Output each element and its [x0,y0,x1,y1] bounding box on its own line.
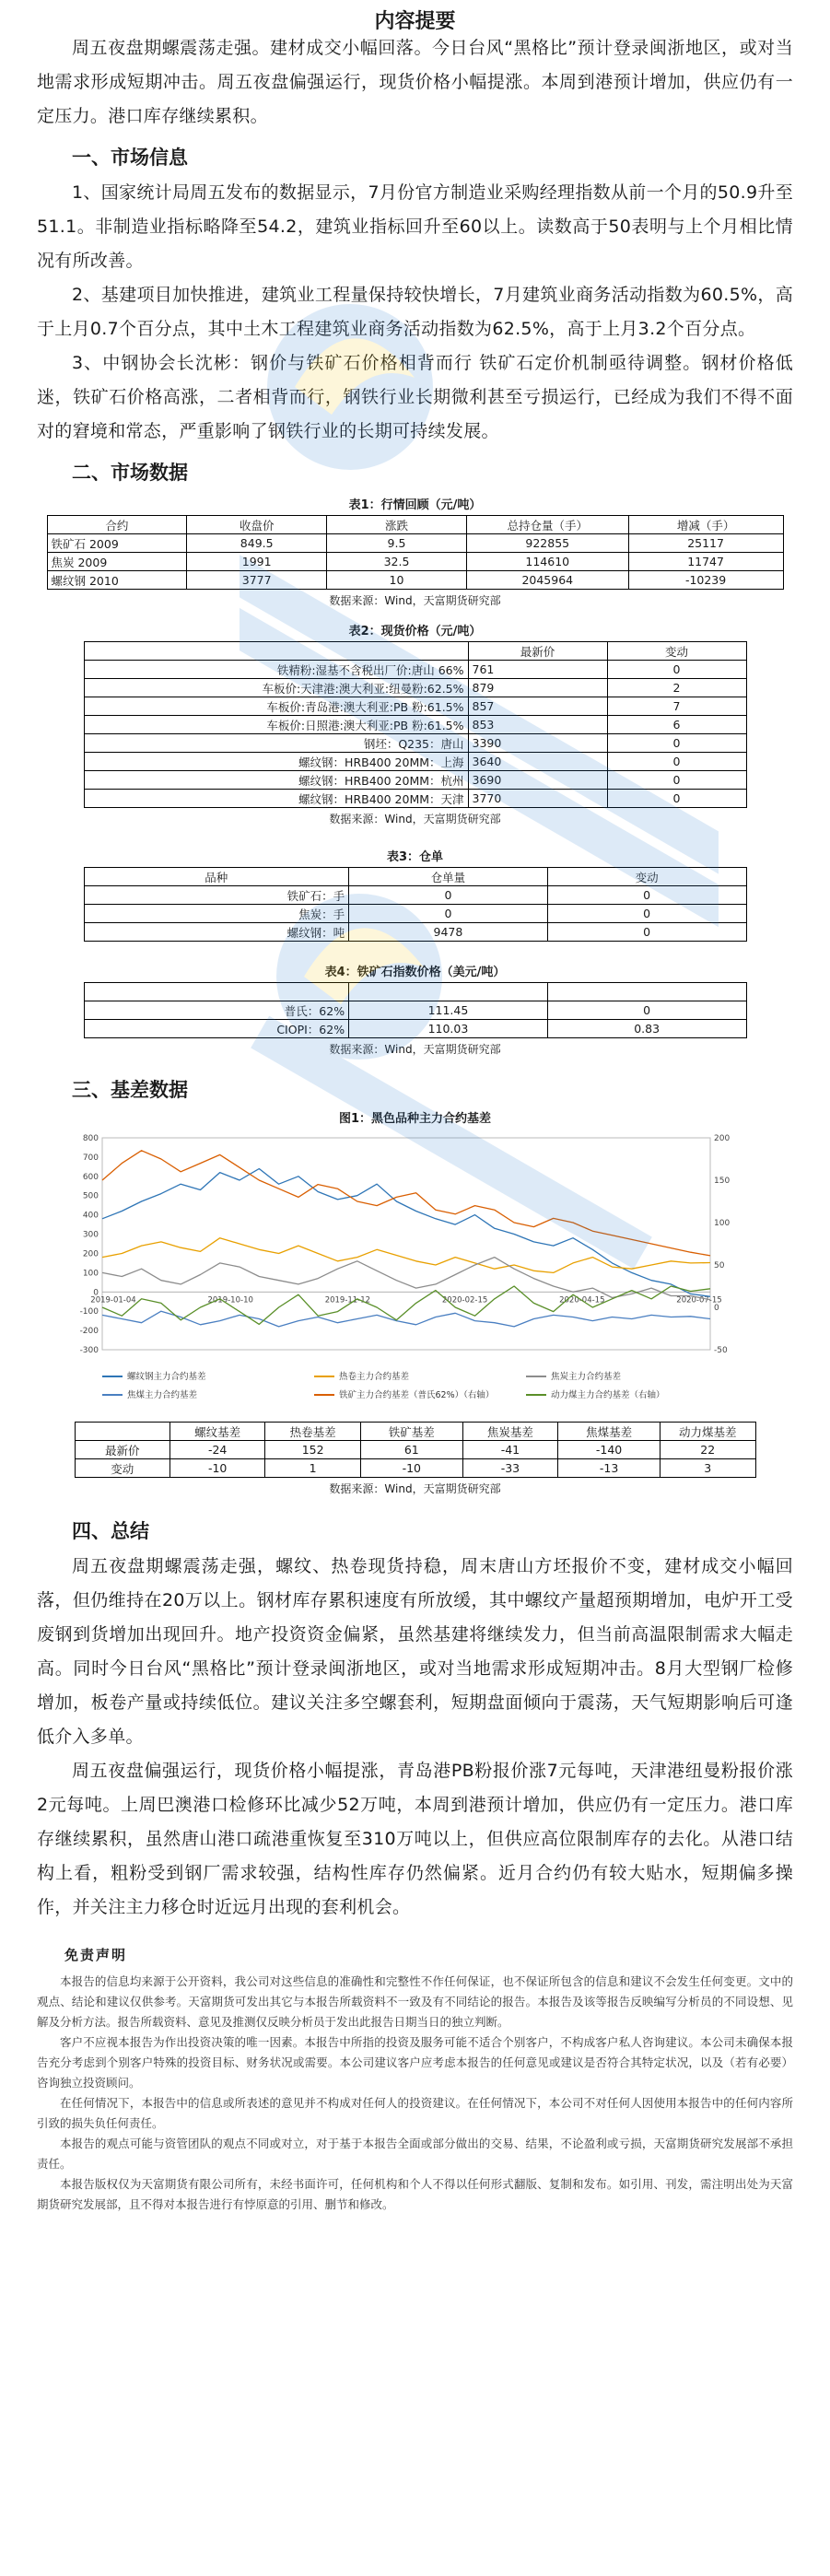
table2-header: 最新价 [468,642,607,661]
y-right-tick-label: 0 [713,1304,719,1313]
table-cell: -140 [558,1441,660,1459]
table-cell: 0 [547,923,746,942]
table1-header: 涨跌 [327,516,467,534]
basis-chart-svg [65,1129,766,1414]
table4-header [547,983,746,1001]
market-info-paragraph-1: 1、国家统计局周五发布的数据显示，7月份官方制造业采购经理指数从前一个月的50.9升至51.1。非制造业指标略降至54.2，建筑业指标回升至60以上。读数高于50表明与上个月相比情况有所改善。 [37,182,793,271]
table-row [84,716,746,734]
table-cell: 879 [468,679,607,697]
table-cell: 7 [607,697,746,716]
y-left-tick-label: 800 [82,1134,99,1143]
table-cell: 车板价:天津港:澳大利亚:纽曼粉:62.5% [84,679,468,697]
table2-caption: 表2：现货价格（元/吨） [348,625,482,638]
basis-header: 热卷基差 [265,1423,360,1441]
table1-header: 收盘价 [187,516,327,534]
y-right-tick-label: 200 [713,1134,730,1143]
table-cell: 114610 [466,553,628,571]
basis-source: 数据来源：Wind，天富期货研究部 [329,1482,501,1495]
table-cell: 铁矿石 2009 [47,534,187,553]
table-cell: -41 [462,1441,557,1459]
series-line [102,1311,710,1327]
table-cell: -33 [462,1459,557,1478]
table-cell: 螺纹钢：吨 [84,923,349,942]
table-cell: 3690 [468,771,607,790]
table-cell: 0 [607,753,746,771]
table4-caption: 表4：铁矿石指数价格（美元/吨） [324,966,506,979]
table-cell: 0.83 [547,1020,746,1038]
disclaimer-paragraph-5: 本报告版权仅为天富期货有限公司所有，未经书面许可，任何机构和个人不得以任何形式翻版、复制和发布。如引用、刊发，需注明出处为天富期货研究发展部，且不得对本报告进行有悖原意的引用、删节和修改。 [37,2177,793,2211]
y-left-tick-label: 200 [82,1249,99,1259]
table-cell: -24 [170,1441,264,1459]
basis-header: 焦炭基差 [462,1423,557,1441]
table-cell: CIOPI：62% [84,1020,349,1038]
table-cell: 0 [607,790,746,808]
section-heading-basis-data: 三、基差数据 [72,1079,188,1101]
table-row [84,771,746,790]
table-row [84,1001,746,1020]
table-cell: 0 [547,1001,746,1020]
table-row [47,571,783,590]
x-tick-label: 2019-01-04 [89,1295,136,1306]
y-left-tick-label: 400 [82,1211,99,1221]
market-info-paragraph-2: 2、基建项目加快推进，建筑业工程量保持较快增长，7月建筑业商务活动指数为60.5%，高于上月0.7个百分点，其中土木工程建筑业商务活动指数为62.5%，高于上月3.2个百分点。 [37,285,793,339]
table-cell: 2 [607,679,746,697]
quote-review-table [47,515,784,590]
table-cell: 922855 [466,534,628,553]
legend-label: 焦煤主力合约基差 [126,1390,197,1400]
table-cell: 152 [265,1441,360,1459]
summary-paragraph-2: 周五夜盘偏强运行，现货价格小幅提涨，青岛港PB粉报价涨7元每吨，天津港纽曼粉报价涨2元每吨。上周巴澳港口检修环比减少52万吨，本周到港预计增加，供应仍有一定压力。港口库存继续累积，虽然唐山港口疏港重恢复至310万吨以上，但供应高位限制库存的去化。从港口结构上看，粗粉受到钢厂需求较强，结构性库存仍然偏紧。近月合约仍有较大贴水，短期偏多操作，并关注主力移仓时近远月出现的套利机会。 [37,1761,793,1917]
market-info-paragraph-3: 3、中钢协会长沈彬：钢价与铁矿石价格相背而行 铁矿石定价机制亟待调整。钢材价格低迷，铁矿石价格高涨，二者相背而行，钢铁行业长期微利甚至亏损运行，已经成为我们不得不面对的窘境和常态，严重影响了钢铁行业的长期可持续发展。 [37,353,793,441]
table-cell: 0 [349,886,548,905]
table1-source: 数据来源：Wind，天富期货研究部 [329,594,501,607]
table-cell: 761 [468,661,607,679]
y-left-tick-label: 700 [82,1153,99,1163]
basis-header: 螺纹基差 [170,1423,264,1441]
table-row [84,661,746,679]
series-line [102,1151,710,1256]
table-cell: 0 [349,905,548,923]
table-cell: 0 [607,661,746,679]
disclaimer-paragraph-2: 客户不应视本报告为作出投资决策的唯一因素。本报告中所指的投资及服务可能不适合个别客户，不构成客户私人咨询建议。本公司未确保本报告充分考虑到个别客户特殊的投资目标、财务状况或需要。本公司建议客户应考虑本报告的任何意见或建议是否符合其特定状况，以及（若有必要）咨询独立投资顾问。 [37,2035,793,2090]
table-cell: 3 [660,1459,756,1478]
table2-header [84,642,468,661]
table-row [84,753,746,771]
legend-label: 螺纹钢主力合约基差 [126,1372,206,1382]
table-cell: 0 [547,905,746,923]
table-cell: 铁矿石：手 [84,886,349,905]
table-cell: 857 [468,697,607,716]
basis-header: 铁矿基差 [360,1423,462,1441]
table4-source: 数据来源：Wind，天富期货研究部 [329,1043,501,1056]
table-cell: 110.03 [349,1020,548,1038]
table-row [84,1020,746,1038]
table-cell: 2045964 [466,571,628,590]
table-cell: 螺纹钢：HRB400 20MM：天津 [84,790,468,808]
table-cell: 6 [607,716,746,734]
disclaimer-title: 免责声明 [64,1947,128,1963]
table-cell: 1 [265,1459,360,1478]
series-line [102,1258,710,1300]
y-left-tick-label: 500 [82,1191,99,1201]
table2-source: 数据来源：Wind，天富期货研究部 [329,813,501,825]
table-cell: 铁精粉:湿基不含税出厂价:唐山 66% [84,661,468,679]
table-cell: 3770 [468,790,607,808]
section-heading-summary: 四、总结 [72,1520,149,1542]
table3-header: 变动 [547,868,746,886]
table3-header: 仓单量 [349,868,548,886]
y-left-tick-label: 0 [92,1288,99,1298]
y-right-tick-label: 150 [713,1177,730,1186]
table-cell: 钢坯：Q235：唐山 [84,734,468,753]
y-left-tick-label: -300 [79,1346,99,1355]
table-cell: 最新价 [75,1441,170,1459]
table-cell: 螺纹钢：HRB400 20MM：杭州 [84,771,468,790]
table-cell: 焦炭：手 [84,905,349,923]
table1-caption: 表1：行情回顾（元/吨） [348,498,482,512]
y-right-tick-label: -50 [713,1346,728,1355]
table-row [84,734,746,753]
y-right-tick-label: 100 [713,1219,730,1228]
table-cell: 61 [360,1441,462,1459]
table-cell: 变动 [75,1459,170,1478]
section-heading-market-data: 二、市场数据 [72,462,188,484]
document-title: 内容提要 [374,10,456,33]
basis-header: 动力煤基差 [660,1423,756,1441]
table-cell: 普氏：62% [84,1001,349,1020]
table-cell: 车板价:日照港:澳大利亚:PB 粉:61.5% [84,716,468,734]
x-tick-label: 2019-10-10 [206,1295,253,1306]
table-cell: 9.5 [327,534,467,553]
x-tick-label: 2020-07-15 [675,1295,722,1306]
legend-label: 铁矿主力合约基差（普氏62%）（右轴） [338,1390,494,1400]
y-left-tick-label: 600 [82,1172,99,1182]
table-cell: 0 [607,734,746,753]
series-line [102,1238,710,1273]
table-cell: 10 [327,571,467,590]
legend-label: 动力煤主力合约基差（右轴） [550,1390,665,1400]
x-tick-label: 2020-02-15 [441,1295,487,1306]
legend-label: 焦炭主力合约基差 [550,1372,621,1382]
table1-header: 总持仓量（手） [466,516,628,534]
basis-header: 焦煤基差 [558,1423,660,1441]
table-cell: 1991 [187,553,327,571]
table-row [84,697,746,716]
iron-ore-index-table [84,982,747,1038]
table-cell: 螺纹钢：HRB400 20MM：上海 [84,753,468,771]
table-cell: 0 [547,886,746,905]
y-left-tick-label: 300 [82,1230,99,1240]
table-cell: 车板价:青岛港:澳大利亚:PB 粉:61.5% [84,697,468,716]
table-cell: 22 [660,1441,756,1459]
table-cell: -10 [170,1459,264,1478]
table2-header: 变动 [607,642,746,661]
table4-header [84,983,349,1001]
table3-header: 品种 [84,868,349,886]
disclaimer-paragraph-3: 在任何情况下，本报告中的信息或所表述的意见并不构成对任何人的投资建议。在任何情况下，本公司不对任何人因使用本报告中的任何内容所引致的损失负任何责任。 [37,2096,793,2130]
warehouse-receipt-table [84,867,747,942]
table-cell: 11747 [628,553,783,571]
table-cell: -10 [360,1459,462,1478]
table-row [84,923,746,942]
x-tick-label: 2019-11-12 [324,1295,370,1306]
table-cell: 32.5 [327,553,467,571]
legend-label: 热卷主力合约基差 [338,1372,409,1382]
table1-header: 增减（手） [628,516,783,534]
table-cell: -10239 [628,571,783,590]
y-left-tick-label: -200 [79,1327,99,1337]
basis-header [75,1423,170,1441]
basis-chart [65,1129,766,1418]
table-row [84,679,746,697]
table-row [75,1441,755,1459]
table-row [47,534,783,553]
table-cell: -13 [558,1459,660,1478]
table-row [84,905,746,923]
table-row [84,886,746,905]
figure1-caption: 图1：黑色品种主力合约基差 [338,1112,492,1126]
disclaimer-paragraph-4: 本报告的观点可能与资管团队的观点不同或对立，对于基于本报告全面或部分做出的交易、结果，不论盈利或亏损，天富期货研究发展部不承担责任。 [37,2137,793,2171]
table-row [84,790,746,808]
table-cell: 849.5 [187,534,327,553]
summary-paragraph: 周五夜盘期螺震荡走强。建材成交小幅回落。今日台风“黑格比”预计登录闽浙地区，或对当地需求形成短期冲击。周五夜盘偏强运行，现货价格小幅提涨。本周到港预计增加，供应仍有一定压力。港口库存继续累积。 [37,38,793,126]
table-cell: 3777 [187,571,327,590]
y-left-tick-label: 100 [82,1269,99,1279]
table-cell: 3640 [468,753,607,771]
basis-table [75,1422,756,1478]
table4-header [349,983,548,1001]
y-left-tick-label: -100 [79,1307,99,1317]
table-cell: 螺纹钢 2010 [47,571,187,590]
x-tick-label: 2020-04-15 [558,1295,605,1306]
table-row [47,553,783,571]
table-cell: 3390 [468,734,607,753]
summary-paragraph-1: 周五夜盘期螺震荡走强，螺纹、热卷现货持稳，周末唐山方坯报价不变，建材成交小幅回落，但仍维持在20万以上。钢材库存累积速度有所放缓，其中螺纹产量超预期增加，电炉开工受废钢到货增加出现回升。地产投资资金偏紧，虽然基建将继续发力，但当前高温限制需求大幅走高。同时今日台风“黑格比”预计登录闽浙地区，或对当地需求形成短期冲击。8月大型钢厂检修增加，板卷产量或持续低位。建议关注多空螺套利，短期盘面倾向于震荡，天气短期影响后可逢低介入多单。 [37,1556,793,1747]
table-cell: 25117 [628,534,783,553]
table-cell: 111.45 [349,1001,548,1020]
spot-price-table [84,641,747,808]
y-right-tick-label: 50 [713,1261,724,1270]
table3-caption: 表3：仓单 [386,850,444,864]
table-cell: 0 [607,771,746,790]
table-cell: 853 [468,716,607,734]
disclaimer-paragraph-1: 本报告的信息均来源于公开资料，我公司对这些信息的准确性和完整性不作任何保证，也不保证所包含的信息和建议不会发生任何变更。文中的观点、结论和建议仅供参考。天富期货可发出其它与本报告所载资料不一致及有不同结论的报告。本报告及该等报告反映编写分析员的不同设想、见解及分析方法。报告所载资料、意见及推测仅反映分析员于发出此报告日期当日的独立判断。 [37,1974,793,2029]
table-cell: 焦炭 2009 [47,553,187,571]
table1-header: 合约 [47,516,187,534]
table-cell: 9478 [349,923,548,942]
section-heading-market-info: 一、市场信息 [72,146,188,169]
table-row [75,1459,755,1478]
